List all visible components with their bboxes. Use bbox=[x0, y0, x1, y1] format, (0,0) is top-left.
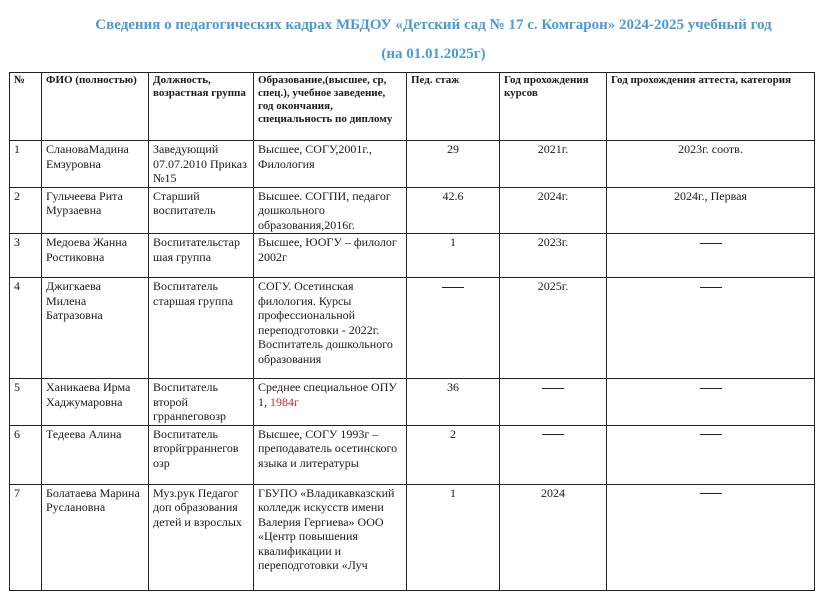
cell-education: Высшее, СОГУ 1993г – преподаватель осетинского языка и литературы bbox=[254, 425, 407, 484]
cell-courses: 2023г. bbox=[500, 234, 607, 278]
staff-table bbox=[9, 72, 815, 591]
cell-education: Высшее, ЮОГУ – филолог 2002г bbox=[254, 234, 407, 278]
document-title: Сведения о педагогических кадрах МБДОУ «Детский сад № 17 с. Комгарон» 2024-2025 учебный год bbox=[95, 17, 772, 33]
empty-dash bbox=[700, 388, 722, 389]
table-row bbox=[10, 379, 815, 426]
cell-experience: 42.6 bbox=[407, 187, 500, 234]
cell-attestation bbox=[607, 379, 815, 426]
cell-attestation bbox=[607, 278, 815, 379]
cell-education: Среднее специальное ОПУ 1, 1984г bbox=[254, 379, 407, 426]
cell-position: Старший воспитатель bbox=[149, 187, 254, 234]
header-fio: ФИО (полностью) bbox=[42, 73, 149, 141]
cell-experience: 29 bbox=[407, 141, 500, 188]
cell-fio: Болатаева Марина Руслановна bbox=[42, 484, 149, 590]
table-row bbox=[10, 141, 815, 188]
table-row bbox=[10, 484, 815, 590]
cell-education: Высшее, СОГУ,2001г., Филология bbox=[254, 141, 407, 188]
cell-courses: 2024 bbox=[500, 484, 607, 590]
cell-num: 2 bbox=[10, 187, 42, 234]
cell-education: СОГУ. Осетинская филология. Курсы профессиональной переподготовки - 2022г. Воспитатель дошкольного образования bbox=[254, 278, 407, 379]
header-position: Должность, возрастная группа bbox=[149, 73, 254, 141]
cell-num: 3 bbox=[10, 234, 42, 278]
cell-num: 1 bbox=[10, 141, 42, 188]
cell-attestation bbox=[607, 234, 815, 278]
cell-courses bbox=[500, 425, 607, 484]
cell-experience bbox=[407, 278, 500, 379]
cell-num: 7 bbox=[10, 484, 42, 590]
document-subtitle: (на 01.01.2025г) bbox=[381, 46, 486, 62]
cell-position: Заведующий 07.07.2010 Приказ №15 bbox=[149, 141, 254, 188]
header-row bbox=[10, 73, 815, 141]
cell-fio: СлановаМадина Емзуровна bbox=[42, 141, 149, 188]
empty-dash bbox=[700, 243, 722, 244]
cell-courses: 2021г. bbox=[500, 141, 607, 188]
empty-dash bbox=[700, 287, 722, 288]
cell-fio: Медоева Жанна Ростиковна bbox=[42, 234, 149, 278]
table-row bbox=[10, 187, 815, 234]
table-row bbox=[10, 234, 815, 278]
cell-fio: Ханикаева Ирма Хаджумаровна bbox=[42, 379, 149, 426]
header-attestation: Год прохождения аттеста, категория bbox=[607, 73, 815, 141]
cell-experience: 2 bbox=[407, 425, 500, 484]
cell-attestation: 2024г., Первая bbox=[607, 187, 815, 234]
cell-num: 6 bbox=[10, 425, 42, 484]
cell-num: 4 bbox=[10, 278, 42, 379]
empty-dash bbox=[542, 434, 564, 435]
empty-dash bbox=[700, 493, 722, 494]
empty-dash bbox=[442, 287, 464, 288]
cell-attestation bbox=[607, 425, 815, 484]
cell-position: Воспитатель вторйгрраннегов озр bbox=[149, 425, 254, 484]
cell-experience: 36 bbox=[407, 379, 500, 426]
cell-num: 5 bbox=[10, 379, 42, 426]
cell-courses bbox=[500, 379, 607, 426]
header-experience: Пед. стаж bbox=[407, 73, 500, 141]
cell-fio: Тедеева Алина bbox=[42, 425, 149, 484]
table-row bbox=[10, 425, 815, 484]
empty-dash bbox=[700, 434, 722, 435]
empty-dash bbox=[542, 388, 564, 389]
cell-education: Высшее. СОГПИ, педагог дошкольного образования,2016г. bbox=[254, 187, 407, 234]
cell-position: Муз.рук Педагог доп образования детей и взрослых bbox=[149, 484, 254, 590]
header-education: Образование,(высшее, ср, спец.), учебное заведение, год окончания, специальность по диплому bbox=[254, 73, 407, 141]
header-courses: Год прохождения курсов bbox=[500, 73, 607, 141]
cell-experience: 1 bbox=[407, 234, 500, 278]
education-year-red: 1984г bbox=[270, 394, 299, 409]
cell-attestation bbox=[607, 484, 815, 590]
cell-education: ГБУПО «Владикавказский колледж искусств имени Валерия Гергиева» ООО «Центр повышения квалификации и переподготовки «Луч bbox=[254, 484, 407, 590]
cell-position: Воспитательстар шая группа bbox=[149, 234, 254, 278]
cell-fio: Гульчеева Рита Мурзаевна bbox=[42, 187, 149, 234]
header-num: № bbox=[10, 73, 42, 141]
cell-courses: 2025г. bbox=[500, 278, 607, 379]
cell-position: Воспитатель старшая группа bbox=[149, 278, 254, 379]
cell-courses: 2024г. bbox=[500, 187, 607, 234]
cell-position: Воспитатель второй грранneговозр bbox=[149, 379, 254, 426]
table-row bbox=[10, 278, 815, 379]
cell-experience: 1 bbox=[407, 484, 500, 590]
cell-attestation: 2023г. соотв. bbox=[607, 141, 815, 188]
cell-fio: Джигкаева Милена Батразовна bbox=[42, 278, 149, 379]
